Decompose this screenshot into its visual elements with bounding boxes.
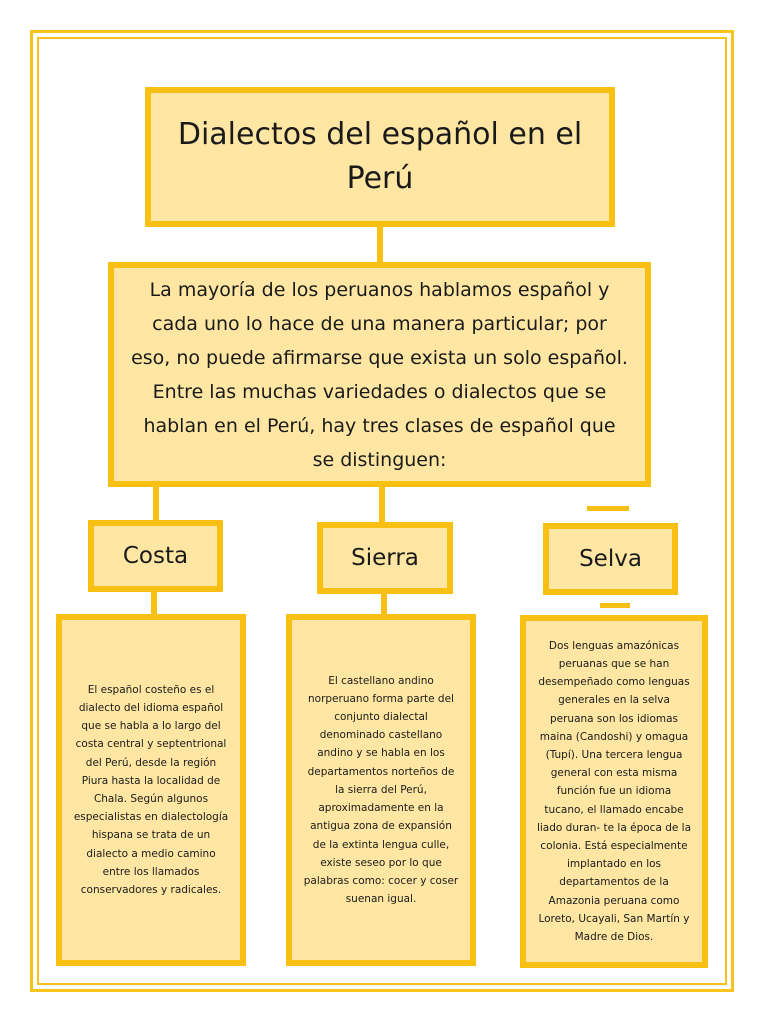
connector-selva-top	[587, 506, 629, 511]
connector-sierra-desc	[381, 592, 387, 616]
selva-description-box	[520, 615, 708, 968]
connector-costa-desc	[151, 590, 157, 616]
intro-box	[108, 262, 651, 487]
connector-title-intro	[377, 226, 383, 264]
title-box	[145, 87, 615, 227]
category-costa-box	[88, 520, 223, 592]
category-selva-label: Selva	[579, 546, 642, 572]
diagram-title: Dialectos del español en el Perú	[177, 117, 583, 196]
sierra-description-box	[286, 614, 476, 966]
sierra-description: El castellano andino norperuano forma parte del conjunto dialectal denominado castellano andino y se habla en los departamentos norteños de la sierra del Perú, aproximadamente en la antigua zona de expansión de la extinta lengua culle, existe seseo por lo que palabras como: cocer y coser suenan igual.	[303, 674, 459, 906]
connector-intro-costa	[153, 486, 159, 522]
connector-intro-sierra	[379, 486, 385, 524]
connector-selva-bottom	[600, 603, 630, 608]
category-sierra-label: Sierra	[351, 545, 419, 571]
costa-description: El español costeño es el dialecto del idioma español que se habla a lo largo del costa central y septentrional del Perú, desde la región Piura hasta la localidad de Chala. Según algunos especialistas en dialectología hispana se trata de un dialecto a medio camino entre los llamados conservadores y radicales.	[73, 683, 229, 897]
intro-text: La mayoría de los peruanos hablamos español y cada uno lo hace de una manera particular; por eso, no puede afirmarse que exista un solo español. Entre las muchas variedades o dialectos que se hablan en el Perú, hay tres clases de español que se distinguen:	[131, 278, 628, 471]
selva-description: Dos lenguas amazónicas peruanas que se han desempeñado como lenguas generales en la selva peruana son los idiomas maina (Candoshi) y omagua (Tupí). Una tercera lengua general con esta misma función fue un idioma tucano, el llamado encabe liado duran- te la época de la colonia. Está especialmente implantado en los departamentos de la Amazonia peruana como Loreto, Ucayali, San Martín y Madre de Dios.	[536, 639, 692, 944]
costa-description-box	[56, 614, 246, 966]
category-selva-box	[543, 523, 678, 595]
category-sierra-box	[317, 522, 453, 594]
category-costa-label: Costa	[122, 543, 189, 569]
